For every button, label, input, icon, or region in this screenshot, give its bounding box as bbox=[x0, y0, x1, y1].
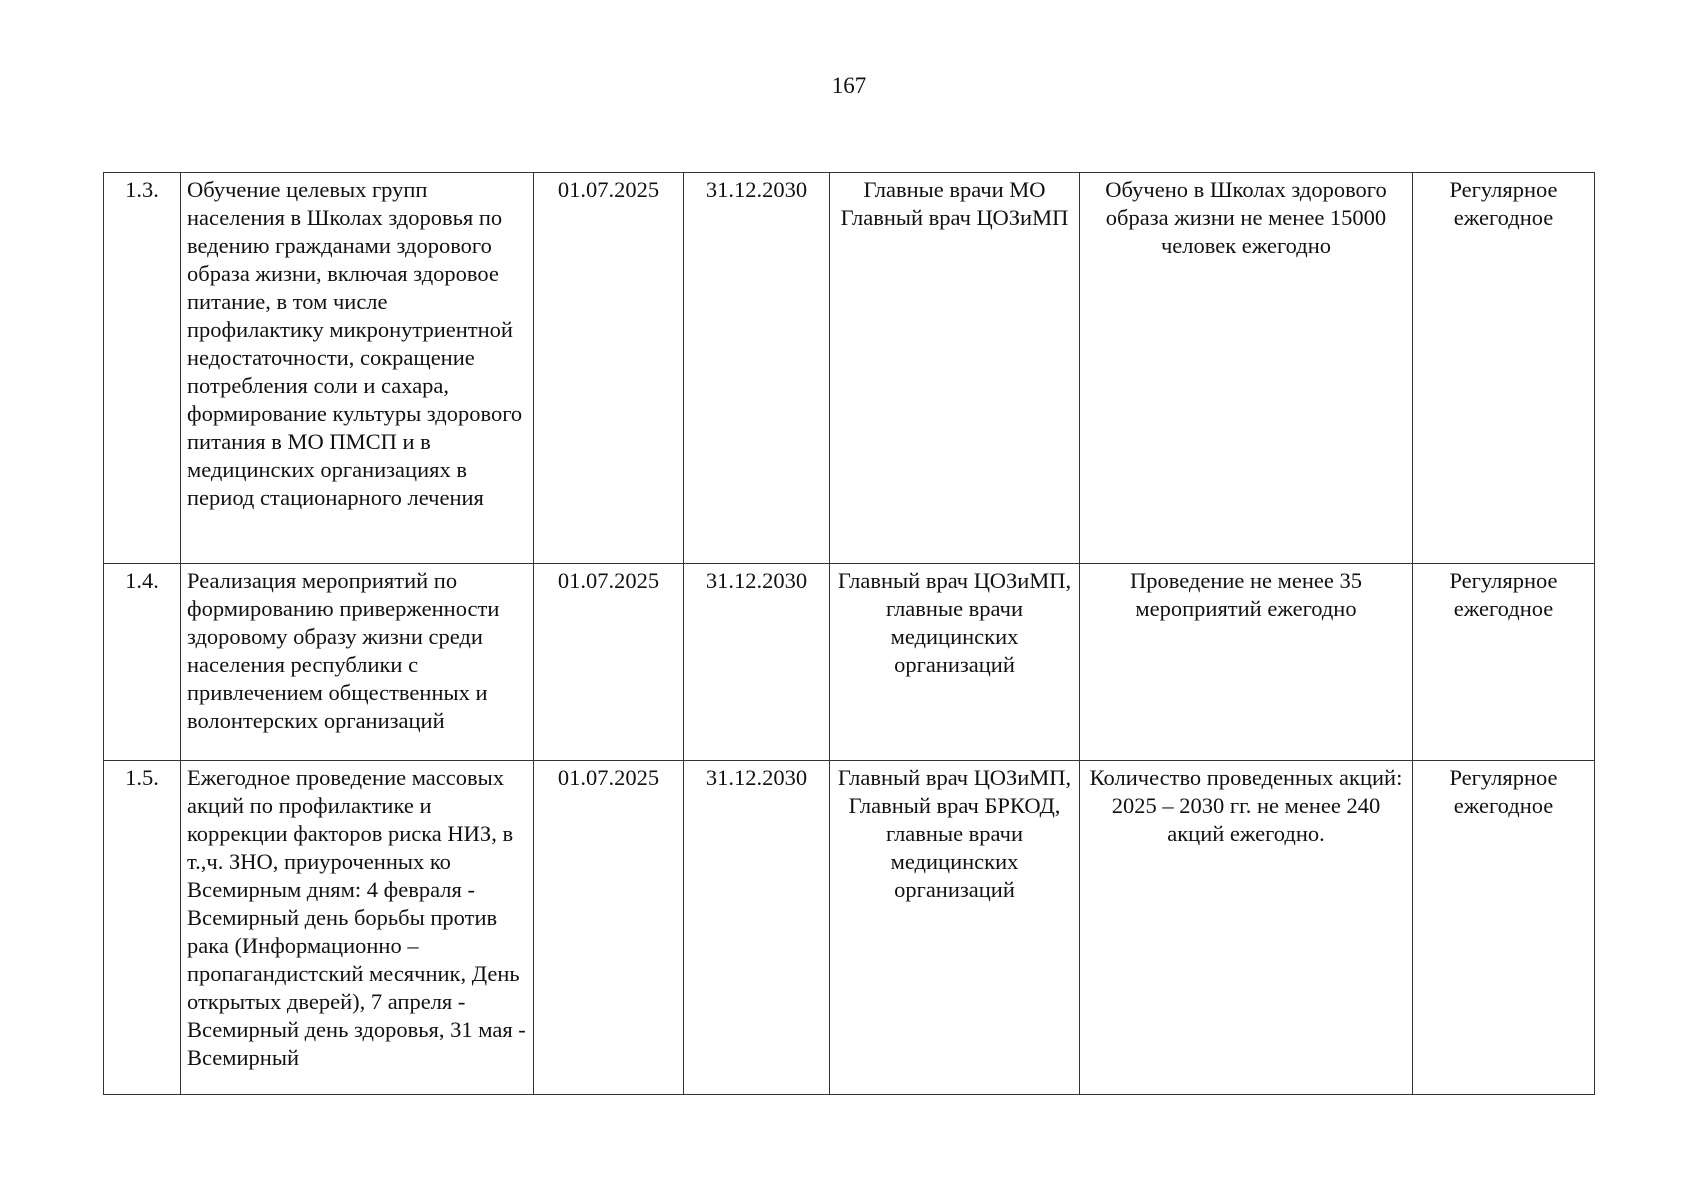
table-row bbox=[104, 761, 1595, 1095]
item-number: 1.4. bbox=[104, 564, 181, 761]
expected-result: Проведение не менее 35 мероприятий ежегодно bbox=[1080, 564, 1413, 761]
activity-name: Ежегодное проведение массовых акций по профилактике и коррекции факторов риска НИЗ, в т.,ч. ЗНО, приуроченных ко Всемирным дням: 4 февраля - Всемирный день борьбы против рака (Информационно – пропагандистский месячник, День открытых дверей), 7 апреля - Всемирный день здоровья, 31 мая - Всемирный bbox=[181, 761, 534, 1095]
page-number: 167 bbox=[831, 73, 867, 98]
result-line: Количество проведенных акций: bbox=[1089, 765, 1403, 790]
table-row bbox=[104, 564, 1595, 761]
responsible: Главный врач ЦОЗиМП, Главный врач БРКОД, главные врачи медицинских организаций bbox=[830, 761, 1080, 1095]
expected-result bbox=[1080, 761, 1413, 1095]
item-number: 1.3. bbox=[104, 173, 181, 564]
start-date: 01.07.2025 bbox=[534, 173, 684, 564]
activity-name: Реализация мероприятий по формированию приверженности здоровому образу жизни среди населения республики с привлечением общественных и волонтерских организаций bbox=[181, 564, 534, 761]
end-date: 31.12.2030 bbox=[684, 761, 830, 1095]
periodicity: Регулярное ежегодное bbox=[1413, 564, 1595, 761]
end-date: 31.12.2030 bbox=[684, 564, 830, 761]
responsible: Главные врачи МО Главный врач ЦОЗиМП bbox=[830, 173, 1080, 564]
item-number: 1.5. bbox=[104, 761, 181, 1095]
end-date: 31.12.2030 bbox=[684, 173, 830, 564]
start-date: 01.07.2025 bbox=[534, 761, 684, 1095]
table-row bbox=[104, 173, 1595, 564]
responsible: Главный врач ЦОЗиМП, главные врачи медицинских организаций bbox=[830, 564, 1080, 761]
periodicity: Регулярное ежегодное bbox=[1413, 173, 1595, 564]
activity-name: Обучение целевых групп населения в Школах здоровья по ведению гражданами здорового образа жизни, включая здоровое питание, в том числе профилактику микронутриентной недостаточности, сокращение потребления соли и сахара, формирование культуры здорового питания в МО ПМСП и в медицинских организациях в период стационарного лечения bbox=[181, 173, 534, 564]
periodicity: Регулярное ежегодное bbox=[1413, 761, 1595, 1095]
activities-table bbox=[103, 172, 1595, 1095]
start-date: 01.07.2025 bbox=[534, 564, 684, 761]
result-line: 2025 – 2030 гг. не менее 240 акций ежегодно. bbox=[1111, 793, 1381, 846]
expected-result: Обучено в Школах здорового образа жизни не менее 15000 человек ежегодно bbox=[1080, 173, 1413, 564]
